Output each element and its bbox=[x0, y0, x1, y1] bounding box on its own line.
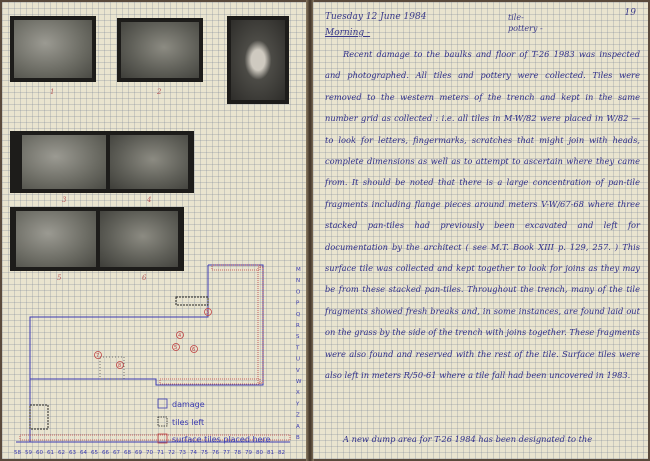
grid-number: 74 bbox=[190, 450, 197, 456]
grid-number: 73 bbox=[179, 450, 186, 456]
grid-letter: N bbox=[296, 278, 301, 285]
grid-number: 64 bbox=[80, 450, 87, 456]
find-marker-label: 5 bbox=[174, 345, 178, 351]
grid-number: 70 bbox=[146, 450, 153, 456]
grid-number: 77 bbox=[223, 450, 230, 456]
grid-number: 82 bbox=[278, 450, 285, 456]
grid-number: 80 bbox=[256, 450, 263, 456]
grid-letter: V bbox=[296, 367, 300, 374]
grid-letter: U bbox=[296, 356, 301, 363]
grid-number: 78 bbox=[234, 450, 241, 456]
entry-last-line-text: A new dump area for T-26 1984 has been designated to the bbox=[343, 434, 593, 444]
grid-number: 68 bbox=[124, 450, 131, 456]
legend-tiles-left-swatch bbox=[158, 417, 167, 426]
tile-note-line: pottery - bbox=[508, 24, 543, 33]
tiles-left-hatch bbox=[30, 405, 48, 429]
tile-note-line: tile- bbox=[508, 13, 524, 22]
entry-paragraph-text: Recent damage to the baulks and floor of T-26 1983 was inspected and photographed. All tiles and pottery were collected. Tiles were removed to the western meters of the trench and kept in the same number grid as collected : i.e. all tiles in M-W/82 were placed in W/82 — to look for letters, fingermarks, scratches that might join with heads, complete dimensions as well as to attempt to ascertain where they came from. It should be noted that there is a large concentration of pan-tile fragments including flange pieces around meters V-W/67-68 where three stacked pan-tiles had previously been excavated and left for documentation by the architect ( see M.T. Book XIII p. 129, 257. ) This surface tile was collected and kept together to look for joins as they may be from these stacked pan-tiles. Throughout the trench, many of the tile fragments showed fresh breaks and, in some instances, are found laid out on the grass by the side of the trench with joins together. These fragments were also found and reserved with the rest of the tile. Surface tiles were also left in meters R/50-61 where a tile fall had been uncovered in 1983. bbox=[325, 49, 640, 381]
find-marker-label: 7 bbox=[96, 353, 100, 359]
find-marker-label: 4 bbox=[178, 333, 182, 339]
entry-date: Tuesday 12 June 1984 bbox=[325, 12, 427, 22]
entry-paragraph bbox=[325, 44, 640, 387]
grid-number: 79 bbox=[245, 450, 252, 456]
photo-number: 3 bbox=[62, 196, 67, 204]
photo-3 bbox=[227, 16, 289, 104]
tiles-left-hatch bbox=[176, 297, 208, 305]
grid-letter: Y bbox=[296, 401, 300, 408]
photo-1 bbox=[10, 16, 96, 82]
grid-number: 63 bbox=[69, 450, 76, 456]
grid-letter: P bbox=[296, 300, 300, 307]
grid-letter: O bbox=[296, 289, 301, 296]
photo-number: 2 bbox=[157, 88, 162, 96]
photo-number: 6 bbox=[142, 274, 147, 282]
trench-plan-sketch bbox=[8, 257, 308, 457]
damage-hatch bbox=[212, 265, 260, 270]
grid-letter: B bbox=[296, 435, 300, 441]
photo-number: 4 bbox=[147, 196, 152, 204]
grid-number: 59 bbox=[25, 450, 32, 456]
left-page bbox=[2, 2, 307, 459]
find-marker-label: 6 bbox=[192, 347, 196, 353]
find-marker-label: 3 bbox=[206, 310, 210, 316]
side-grid-letters bbox=[295, 267, 302, 441]
entry-heading: Morning - bbox=[325, 28, 371, 38]
grid-letter: Z bbox=[296, 412, 300, 419]
right-page bbox=[313, 2, 648, 459]
grid-number: 69 bbox=[135, 450, 142, 456]
legend-damage-swatch bbox=[158, 399, 167, 408]
legend-damage-label: damage bbox=[172, 400, 205, 409]
grid-letter: S bbox=[296, 334, 300, 341]
grid-letter: M bbox=[296, 267, 301, 273]
grid-letter: W bbox=[296, 379, 302, 385]
grid-number: 61 bbox=[47, 450, 54, 456]
grid-letter: A bbox=[296, 423, 300, 430]
grid-number: 65 bbox=[91, 450, 98, 456]
damage-hatch bbox=[160, 379, 260, 384]
legend-surface-label: surface tiles placed here bbox=[172, 435, 271, 444]
legend-tiles-left-label: tiles left bbox=[172, 418, 205, 427]
find-marker-label: 8 bbox=[118, 363, 122, 369]
tile-note bbox=[508, 12, 543, 34]
photo-2 bbox=[117, 18, 203, 82]
grid-letter: Q bbox=[296, 311, 301, 318]
grid-number: 60 bbox=[36, 450, 43, 456]
photo-number: 5 bbox=[57, 274, 62, 282]
grid-letter: X bbox=[296, 390, 300, 397]
damage-hatch bbox=[258, 267, 263, 383]
grid-letter: T bbox=[296, 345, 300, 352]
grid-number: 76 bbox=[212, 450, 219, 456]
grid-number: 62 bbox=[58, 450, 65, 456]
grid-number: 71 bbox=[157, 450, 164, 456]
entry-last-line bbox=[325, 434, 640, 444]
bottom-grid-numbers bbox=[14, 450, 285, 456]
grid-number: 58 bbox=[14, 450, 21, 456]
photo-strip-2 bbox=[10, 131, 194, 193]
grid-number: 75 bbox=[201, 450, 208, 456]
grid-letter: R bbox=[296, 323, 300, 329]
grid-number: 67 bbox=[113, 450, 120, 456]
page-number: 19 bbox=[624, 8, 636, 18]
grid-number: 81 bbox=[267, 450, 274, 456]
grid-number: 66 bbox=[102, 450, 109, 456]
grid-number: 72 bbox=[168, 450, 175, 456]
photo-number: 1 bbox=[50, 88, 55, 96]
